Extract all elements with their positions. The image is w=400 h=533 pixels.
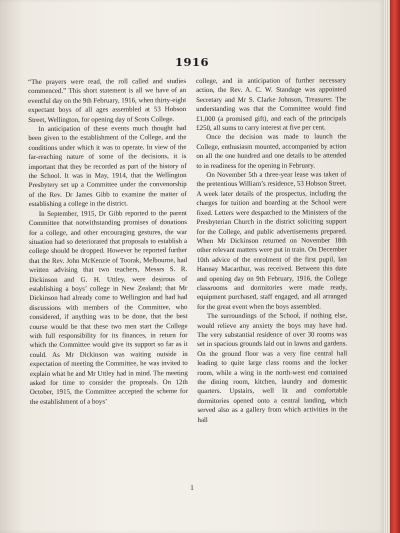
left-text-column [28,77,188,407]
paragraph: The surroundings of the School, if nothing else, would relieve any anxiety the boys may have had. The very substantial residence of over 30 rooms was set in spacious grounds laid out in lawns and gardens. On the ground floor was a very fine central hall leading to quite large class rooms and the locker room, while a wing in the north-west end contained the dining room, kitchen, laundry and domestic quarters. Upstairs, well lit and comfortable dormitories opened onto a central landing, which served also as a gallery from which activities in the hall [197,312,348,424]
paragraph: On November 5th a three-year lease was taken of the pretentious William’s residence, 53 Hobson Street. A week later details of the prospectus, including the charges for tuition and boarding at the School were fixed. Letters were despatched to the Ministers of the Presbyterian Church in the district soliciting support for the College, and public advertisements prepared. When Mr Dickinson returned on November 18th other relevant matters were put in train. On December 10th advice of the enrolment of the first pupil, Ian Hannay Macarthur, was received. Between this date and opening day on 9th February, 1916, the College classrooms and dormitories were made ready, equipment purchased, staff engaged, and all arranged for the great event when the boys assembled. [196,171,347,311]
paragraph: college, and in anticipation of further necessary action, the Rev. A. C. W. Standage was appointed Secretary and Mr S. Clarke Johnson, Treasurer. The understanding was that the Committee would find £1,000 (a promised gift), and each of the principals £250, all sums to carry interest at five per cent. [196,77,347,133]
page-edges [384,0,390,533]
page-number: 1 [190,483,194,492]
paragraph: In September, 1915, Dr Gibb reported to the parent Committee that notwithstanding promises of donations for a college, and other encouraging gestures, the war situation had so deteriorated that proposals to establish a college should be dropped. However he reported further that the Rev. John McKenzie of Toorak, Melbourne, had written advising that two teachers, Messrs S. R. Dickinson and G. H. Uttley, were desirous of establishing a boys’ college in New Zealand; that Mr Dickinson had already come to Wellington and had had discussions with members of the Committee, who considered, if anything was to be done, that the best course would be that these two men start the College with full responsibility for its finances, in return for which the Committee would give its support so far as it could. As Mr Dickinson was waiting outside in expectation of meeting the Committee, he was invited to explain what he and Mr Uttley had in mind. The meeting asked for time to consider the proposals. On 12th October, 1915, the Committee accepted the scheme for the establishment of a boys’ [28,209,188,406]
paragraph: “The prayers were read, the roll called and studies commenced.” This short statement is all we have of an eventful day on the 9th February, 1916, when thirty-eight expectant boys of all ages assembled at 53 Hobson Street, Wellington, for opening day of Scots College. [28,78,187,124]
paragraph: In anticipation of these events much thought had been given to the establishment of the College, and the conditions under which it was to operate. In view of the far-reaching nature of some of the decisions, it is important that they be recorded as part of the history of the School. It was in May, 1914, that the Wellington Presbytery set up a Committee under the convenorship of the Rev. Dr James Gibb to examine the matter of establishing a college in the district. [28,125,187,209]
year-heading: 1916 [174,55,209,69]
paragraph: Once the decision was made to launch the College, enthusiasm mounted, accompanied by action on all the one hundred and one details to be attended to in readiness for the opening in February. [196,133,347,170]
right-text-column [196,76,348,425]
